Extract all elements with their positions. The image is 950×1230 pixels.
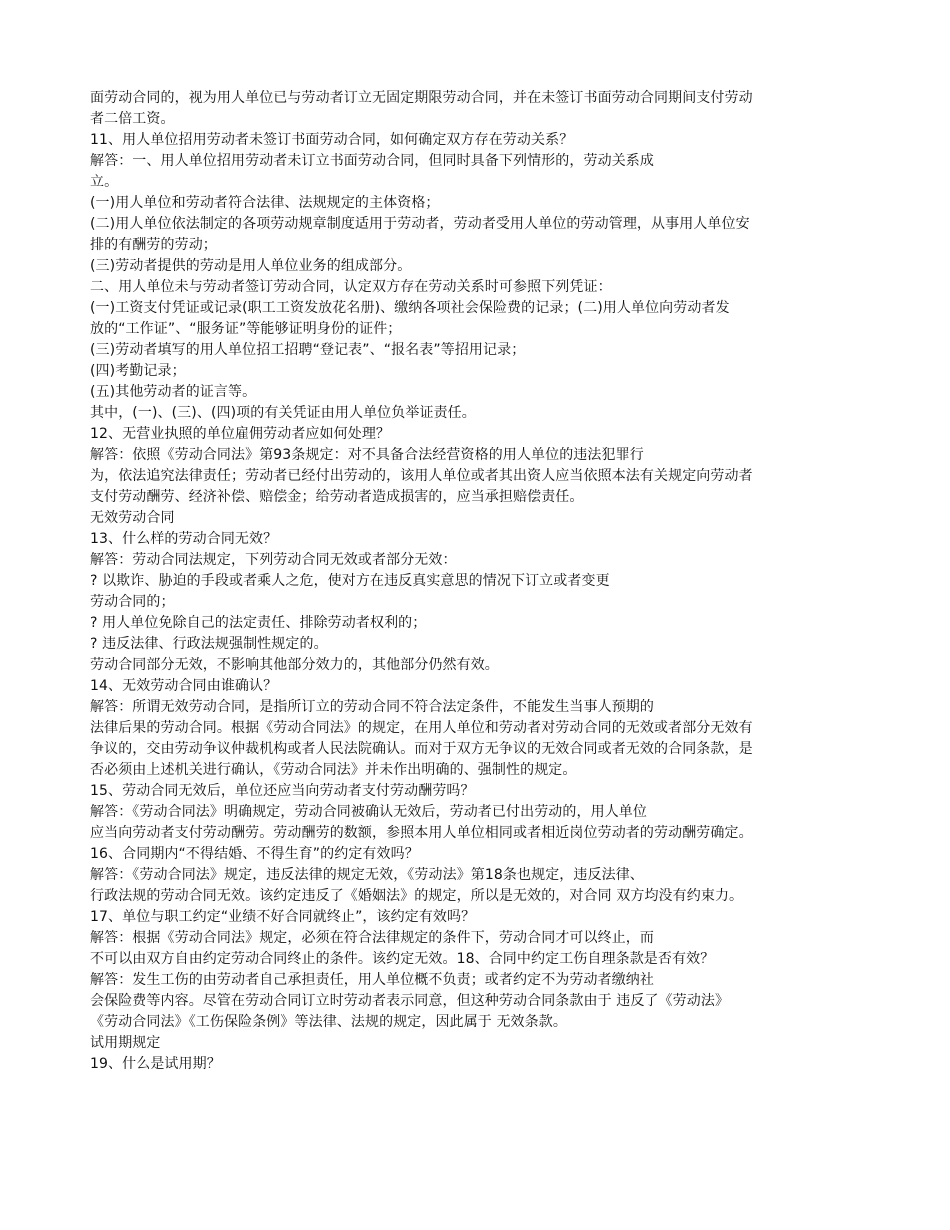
text-line: 解答：《劳动合同法》规定，违反法律的规定无效，《劳动法》第18条也规定，违反法律、 (90, 867, 644, 883)
text-line: 解答：根据《劳动合同法》规定，必须在符合法律规定的条件下，劳动合同才可以终止，而 (90, 930, 654, 946)
text-line: ? 以欺诈、胁迫的手段或者乘人之危，使对方在违反真实意思的情况下订立或者变更 (90, 573, 610, 589)
text-line: 17、单位与职工约定“业绩不好合同就终止”，该约定有效吗？ (90, 909, 476, 925)
text-line: 争议的，交由劳动争议仲裁机构或者人民法院确认。而对于双方无争议的无效合同或者无效的合同条款，是 (90, 741, 753, 757)
text-line: 15、劳动合同无效后，单位还应当向劳动者支付劳动酬劳吗？ (90, 783, 475, 799)
text-line: 劳动合同的； (90, 594, 175, 610)
text-line: 面劳动合同的，视为用人单位已与劳动者订立无固定期限劳动合同，并在未签订书面劳动合同期间支付劳动 (90, 90, 753, 106)
text-line: (一)用人单位和劳动者符合法律、法规规定的主体资格； (90, 195, 440, 211)
text-line: 为，依法追究法律责任；劳动者已经付出劳动的，该用人单位或者其出资人应当依照本法有关规定向劳动者 (90, 468, 753, 484)
text-line: 否必须由上述机关进行确认，《劳动合同法》并未作出明确的、强制性的规定。 (90, 762, 577, 778)
text-line: ? 用人单位免除自己的法定责任、排除劳动者权利的； (90, 615, 427, 631)
text-line: (三)劳动者填写的用人单位招工招聘“登记表”、“报名表”等招用记录； (90, 342, 526, 358)
text-line: (二)用人单位依法制定的各项劳动规章制度适用于劳动者，劳动者受用人单位的劳动管理，从事用人单位安 (90, 216, 750, 232)
text-line: 二、用人单位未与劳动者签订劳动合同，认定双方存在劳动关系时可参照下列凭证： (90, 279, 612, 295)
text-line: 应当向劳动者支付劳动酬劳。劳动酬劳的数额，参照本用人单位相同或者相近岗位劳动者的劳动酬劳确定。 (90, 825, 753, 841)
text-line: 试用期规定 (90, 1035, 161, 1051)
text-line: 其中，(一)、(三)、(四)项的有关凭证由用人单位负举证责任。 (90, 405, 476, 421)
text-line: (三)劳动者提供的劳动是用人单位业务的组成部分。 (90, 258, 412, 274)
text-line: 法律后果的劳动合同。根据《劳动合同法》的规定，在用人单位和劳动者对劳动合同的无效或者部分无效有 (90, 720, 753, 736)
text-line: 解答：劳动合同法规定，下列劳动合同无效或者部分无效： (90, 552, 457, 568)
text-line: 不可以由双方自由约定劳动合同终止的条件。该约定无效。18、合同中约定工伤自理条款是否有效？ (90, 951, 715, 967)
text-line: 立。 (90, 174, 119, 190)
text-line: (四)考勤记录； (90, 363, 186, 379)
text-line: 《劳动合同法》《工伤保险条例》等法律、法规的规定，因此属于 无效条款。 (90, 1014, 567, 1030)
text-line: 12、无营业执照的单位雇佣劳动者应如何处理？ (90, 426, 391, 442)
text-line: 排的有酬劳的劳动； (90, 237, 217, 253)
text-line: 解答：一、用人单位招用劳动者未订立书面劳动合同，但同时具备下列情形的，劳动关系成 (90, 153, 654, 169)
text-line: 13、什么样的劳动合同无效？ (90, 531, 278, 547)
text-line: 支付劳动酬劳、经济补偿、赔偿金；给劳动者造成损害的，应当承担赔偿责任。 (90, 489, 584, 505)
text-line: 解答：所谓无效劳动合同，是指所订立的劳动合同不符合法定条件，不能发生当事人预期的 (90, 699, 654, 715)
text-line: 解答：依照《劳动合同法》第93条规定：对不具备合法经营资格的用人单位的违法犯罪行 (90, 447, 644, 463)
text-line: 16、合同期内“不得结婚、不得生育”的约定有效吗？ (90, 846, 419, 862)
text-line: 14、无效劳动合同由谁确认？ (90, 678, 278, 694)
text-line: 者二倍工资。 (90, 111, 175, 127)
text-line: 解答：发生工伤的由劳动者自己承担责任，用人单位概不负责；或者约定不为劳动者缴纳社 (90, 972, 654, 988)
text-line: (五)其他劳动者的证言等。 (90, 384, 257, 400)
text-line: ? 违反法律、行政法规强制性规定的。 (90, 636, 328, 652)
text-line: 劳动合同部分无效，不影响其他部分效力的，其他部分仍然有效。 (90, 657, 499, 673)
text-line: 放的“工作证”、“服务证”等能够证明身份的证件； (90, 321, 402, 337)
text-line: 行政法规的劳动合同无效。该约定违反了《婚姻法》的规定，所以是无效的，对合同 双方均没有约束力。 (90, 888, 744, 904)
document-body (90, 88, 860, 1075)
text-line: 解答：《劳动合同法》明确规定，劳动合同被确认无效后，劳动者已付出劳动的，用人单位 (90, 804, 647, 820)
text-line: 无效劳动合同 (90, 510, 175, 526)
text-line: 19、什么是试用期？ (90, 1056, 221, 1072)
text-line: (一)工资支付凭证或记录(职工工资发放花名册)、缴纳各项社会保险费的记录；(二)用人单位向劳动者发 (90, 300, 730, 316)
text-line: 会保险费等内容。尽管在劳动合同订立时劳动者表示同意，但这种劳动合同条款由于 违反了《劳动法》 (90, 993, 730, 1009)
text-line: 11、用人单位招用劳动者未签订书面劳动合同，如何确定双方存在劳动关系？ (90, 132, 574, 148)
